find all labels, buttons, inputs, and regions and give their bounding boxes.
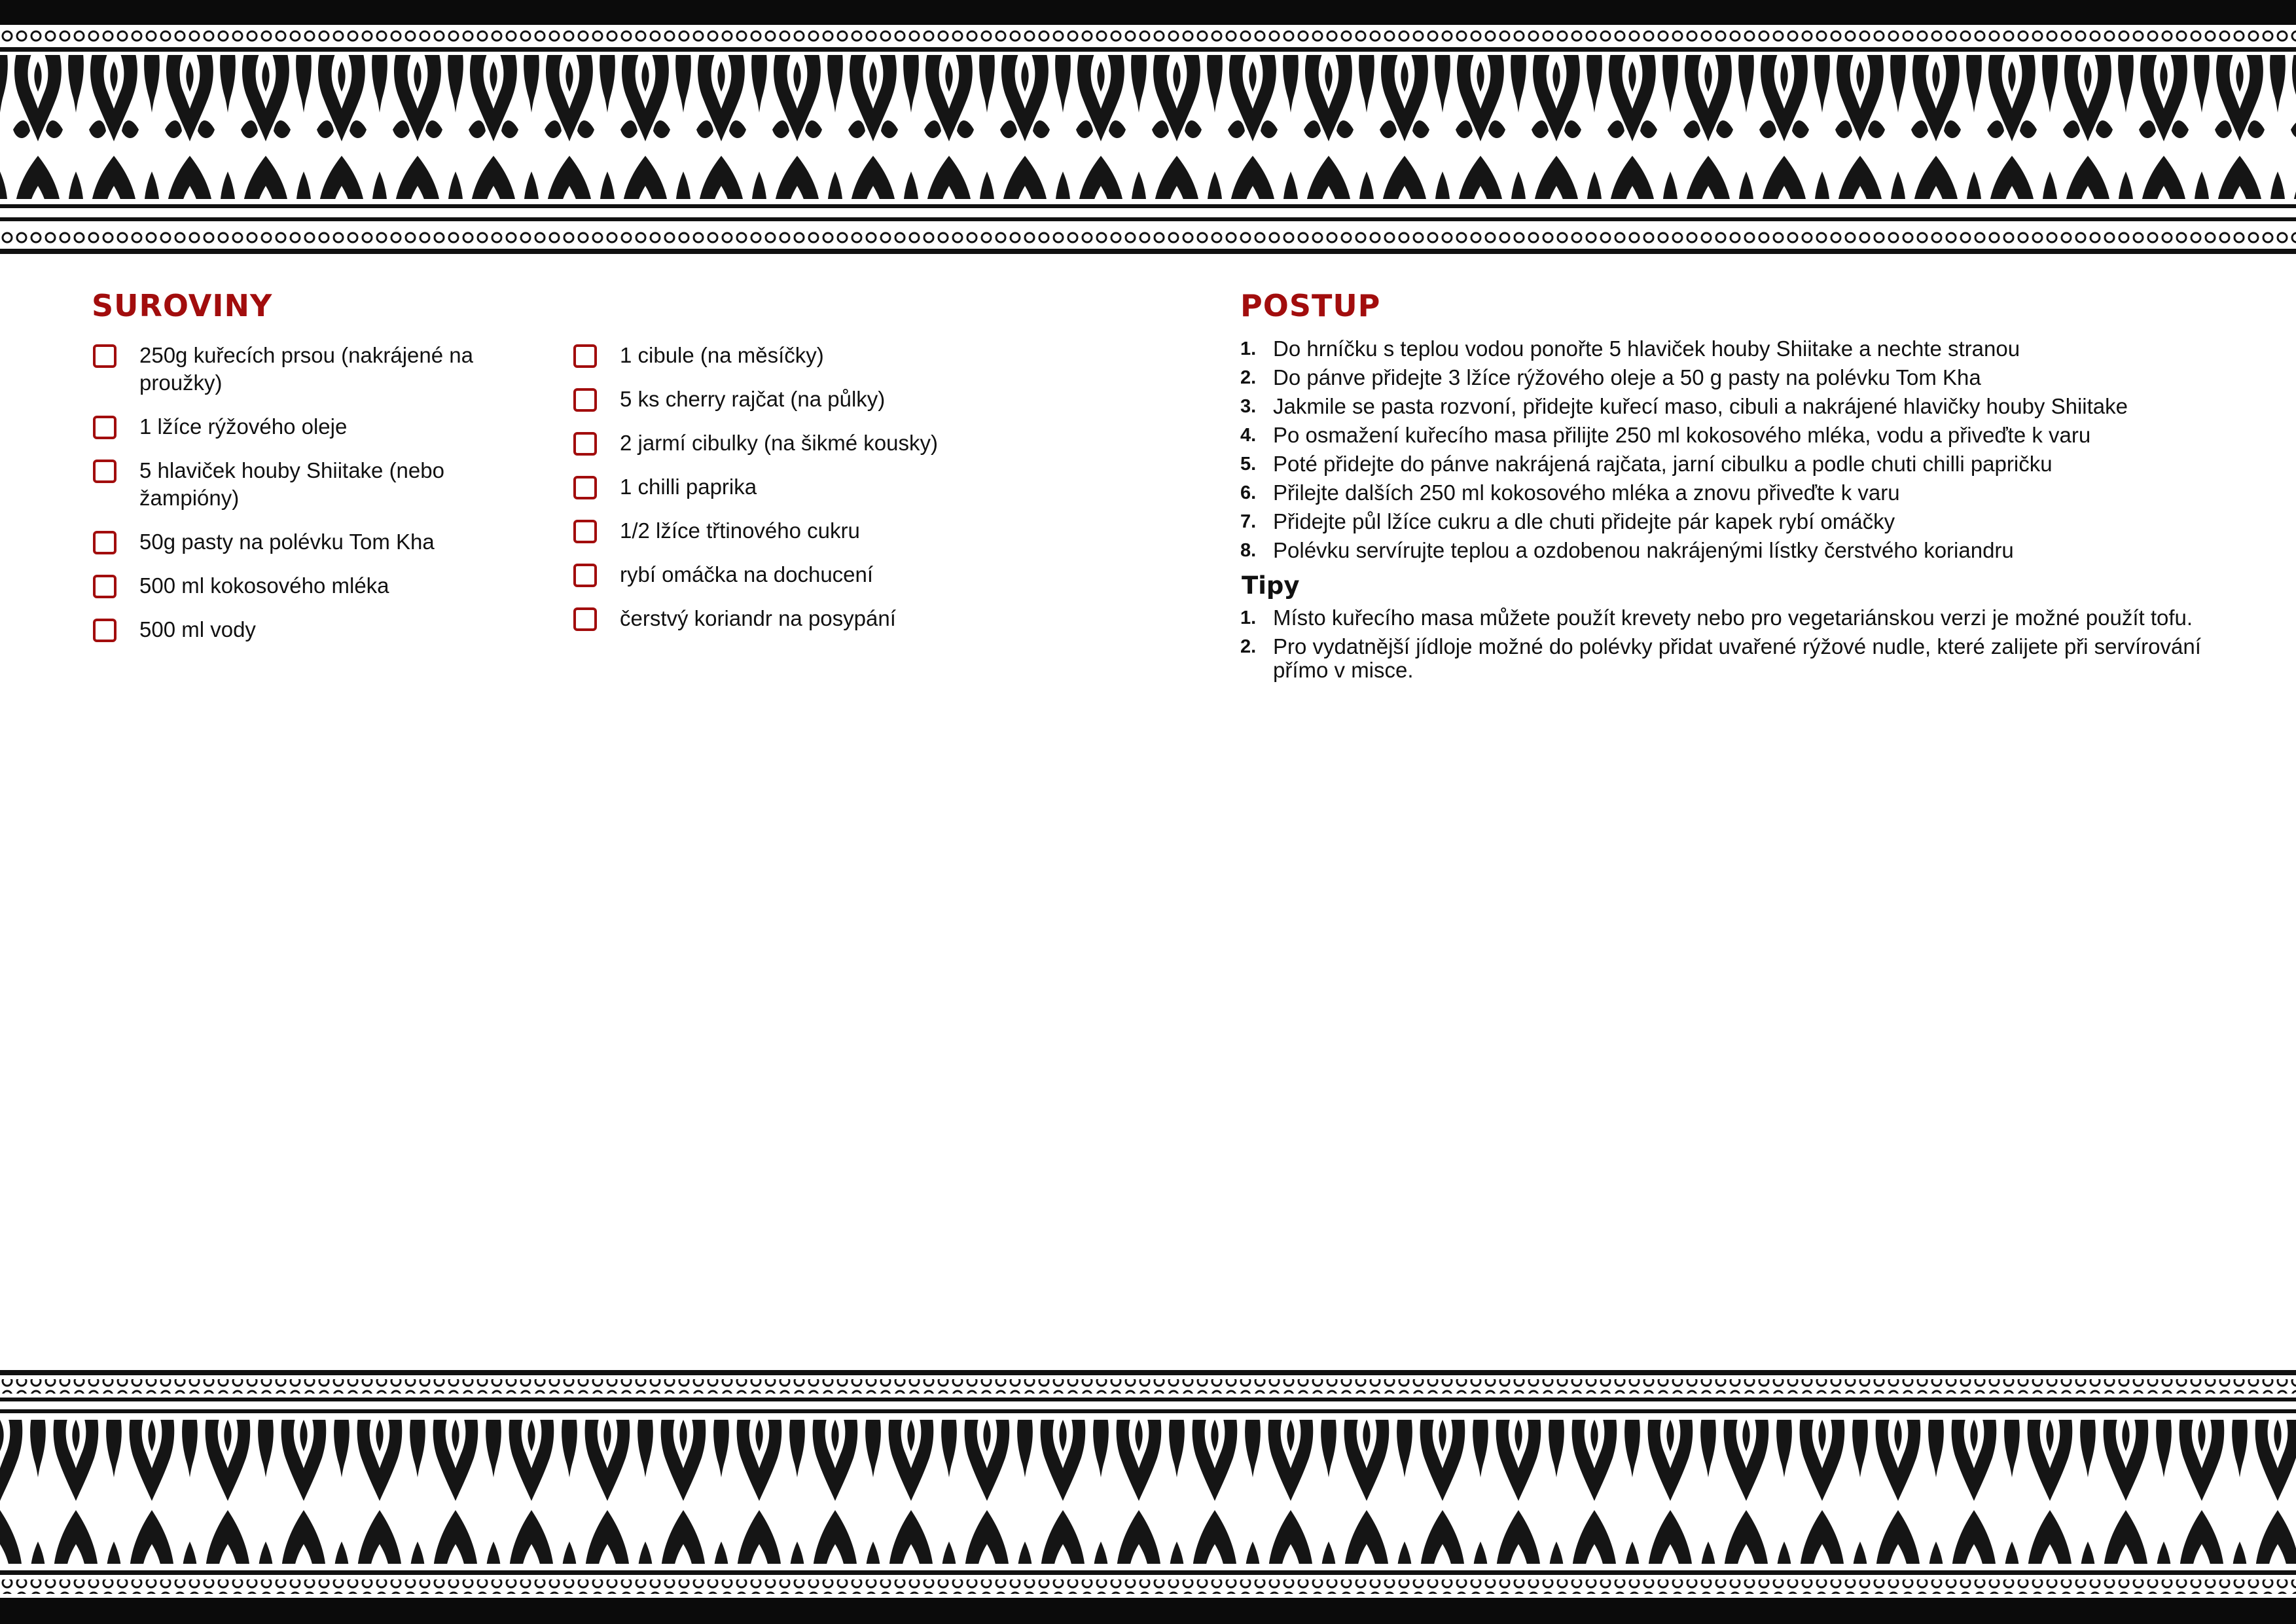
step-text: Po osmažení kuřecího masa přilijte 250 ml kokosového mléka, vodu a přiveďte k varu [1273,423,2091,447]
ingredient-item[interactable] [572,342,1030,369]
ingredients-column-left [92,342,550,660]
procedure-step [1240,510,2209,533]
step-number: 3. [1240,396,1257,417]
ingredient-label: 1/2 lžíce třtinového cukru [620,518,860,543]
procedure-step [1240,539,2209,562]
ingredient-item[interactable] [572,561,1030,588]
ingredient-label: 1 chilli paprika [620,475,757,499]
ingredient-item[interactable] [92,528,550,556]
ingredient-item[interactable] [572,386,1030,413]
top-ornament-band [0,0,2296,264]
ingredient-item[interactable] [572,517,1030,545]
tip-text: Pro vydatnější jídloje možné do polévky přidat uvařené rýžové nudle, které zalijete při servírování přímo v misce. [1273,634,2201,682]
step-text: Polévku servírujte teplou a ozdobenou nakrájenými lístky čerstvého koriandru [1273,538,2014,562]
step-number: 7. [1240,511,1257,532]
ingredient-item[interactable] [572,429,1030,457]
step-number: 1. [1240,338,1257,359]
tip-item [1240,635,2209,682]
ingredient-item[interactable] [92,342,550,397]
ingredients-title: SUROVINY [92,288,273,323]
step-number: 4. [1240,425,1257,446]
procedure-step [1240,481,2209,505]
procedure-step [1240,395,2209,418]
ingredient-label: 1 lžíce rýžového oleje [139,414,348,439]
step-text: Přidejte půl lžíce cukru a dle chuti přidejte pár kapek rybí omáčky [1273,509,1895,533]
step-text: Poté přidejte do pánve nakrájená rajčata, jarní cibulku a podle chuti chilli papričku [1273,452,2053,476]
checkbox-icon[interactable] [573,344,597,368]
step-text: Přilejte dalších 250 ml kokosového mléka a znovu přiveďte k varu [1273,480,1900,505]
step-number: 6. [1240,482,1257,503]
checkbox-icon[interactable] [93,575,117,598]
checkbox-icon[interactable] [573,607,597,631]
ingredient-item[interactable] [92,457,550,512]
checkbox-icon[interactable] [93,416,117,439]
checkbox-icon[interactable] [93,344,117,368]
procedure-step [1240,366,2209,389]
step-number: 5. [1240,454,1257,475]
checkbox-icon[interactable] [93,619,117,642]
tip-number: 2. [1240,636,1257,657]
checkbox-icon[interactable] [93,460,117,483]
checkbox-icon[interactable] [573,476,597,499]
ingredient-item[interactable] [92,413,550,441]
ingredient-item[interactable] [572,605,1030,632]
ingredient-label: rybí omáčka na dochucení [620,562,874,586]
tip-number: 1. [1240,607,1257,628]
step-text: Jakmile se pasta rozvoní, přidejte kuřecí maso, cibuli a nakrájené hlavičky houby Shiitake [1273,394,2128,418]
tip-text: Místo kuřecího masa můžete použít krevety nebo pro vegetariánskou verzi je možné použít tofu. [1273,605,2193,630]
ingredient-item[interactable] [92,616,550,643]
ingredient-item[interactable] [92,572,550,600]
step-number: 2. [1240,367,1257,388]
procedure-step [1240,337,2209,361]
procedure-step [1240,452,2209,476]
step-number: 8. [1240,540,1257,561]
ingredients-column-right [572,342,1030,649]
ingredient-label: 2 jarmí cibulky (na šikmé kousky) [620,431,938,455]
ingredient-label: 500 ml vody [139,617,256,641]
procedure-step [1240,424,2209,447]
step-text: Do hrníčku s teplou vodou ponořte 5 hlaviček houby Shiitake a nechte stranou [1273,336,2020,361]
ingredient-label: 50g pasty na polévku Tom Kha [139,530,435,554]
ingredient-label: 5 ks cherry rajčat (na půlky) [620,387,886,411]
checkbox-icon[interactable] [573,564,597,587]
tips-title: Tipy [1242,571,1300,600]
bottom-ornament-band [0,1360,2296,1624]
checkbox-icon[interactable] [573,388,597,412]
ingredient-label: 250g kuřecích prsou (nakrájené na proužky) [139,343,473,395]
checkbox-icon[interactable] [573,520,597,543]
procedure-list [1240,337,2209,687]
tip-item [1240,606,2209,630]
ingredient-label: 500 ml kokosového mléka [139,573,389,598]
step-text: Do pánve přidejte 3 lžíce rýžového oleje a 50 g pasty na polévku Tom Kha [1273,365,1981,389]
ingredient-label: 5 hlaviček houby Shiitake (nebo žampióny) [139,458,444,510]
checkbox-icon[interactable] [93,531,117,554]
ingredient-label: 1 cibule (na měsíčky) [620,343,824,367]
checkbox-icon[interactable] [573,432,597,456]
ingredient-item[interactable] [572,473,1030,501]
ingredient-label: čerstvý koriandr na posypání [620,606,896,630]
procedure-title: POSTUP [1240,288,1381,323]
